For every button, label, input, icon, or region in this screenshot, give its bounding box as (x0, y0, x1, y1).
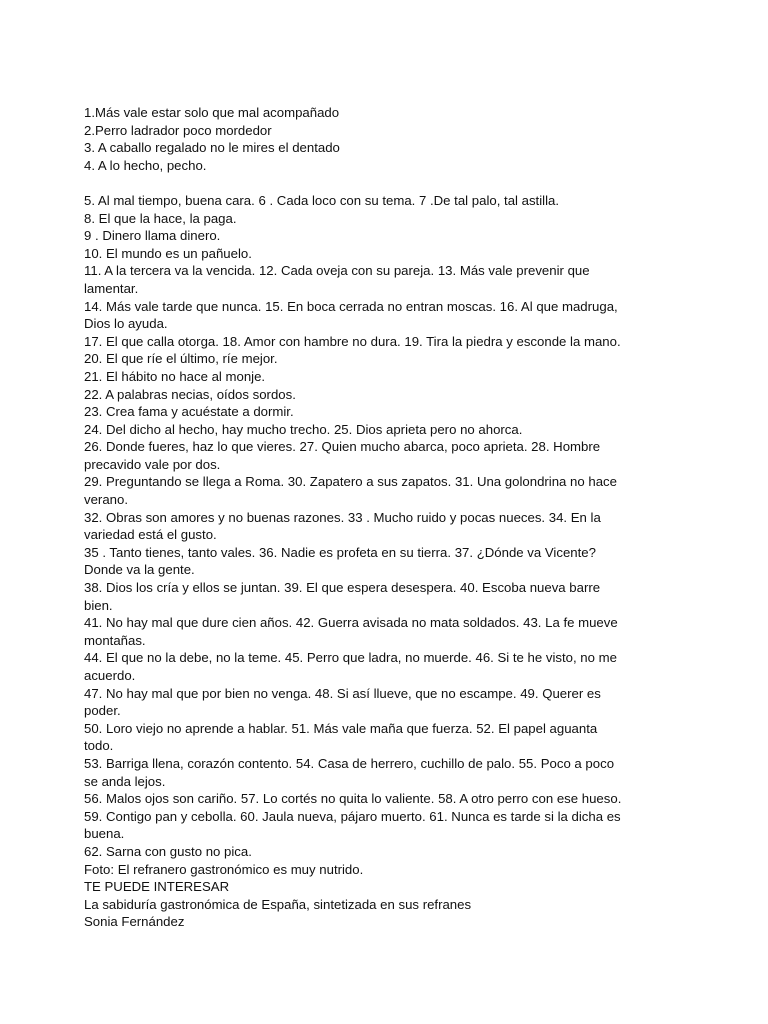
proverb-paragraph: 10. El mundo es un pañuelo. (84, 245, 252, 261)
proverb-paragraph: 14. Más vale tarde que nunca. 15. En boca cerrada no entran moscas. 16. Al que madruga, Dios lo ayuda. (84, 298, 618, 332)
proverb-paragraph: 41. No hay mal que dure cien años. 42. Guerra avisada no mata soldados. 43. La fe mueve montañas. (84, 615, 618, 648)
proverb-paragraph: 29. Preguntando se llega a Roma. 30. Zapatero a sus zapatos. 31. Una golondrina no hace verano. (84, 474, 617, 508)
proverb-paragraph: 11. A la tercera va la vencida. 12. Cada oveja con su pareja. 13. Más vale prevenir que lamentar. (84, 263, 590, 296)
proverb-paragraph: 17. El que calla otorga. 18. Amor con hambre no dura. 19. Tira la piedra y esconde la mano. (84, 333, 621, 349)
proverb-paragraph: 20. El que ríe el último, ríe mejor. (84, 351, 278, 367)
proverb-list (84, 192, 624, 861)
related-label: TE PUEDE INTERESAR (84, 879, 230, 895)
proverb-paragraph: 32. Obras son amores y no buenas razones. 33 . Mucho ruido y pocas nueces. 34. En la variedad está el gusto. (84, 509, 601, 543)
proverb-paragraph: 9 . Dinero llama dinero. (84, 228, 221, 244)
proverb-paragraph: 47. No hay mal que por bien no venga. 48. Si así llueve, que no escampe. 49. Querer es poder. (84, 685, 601, 719)
proverb-paragraph: 23. Crea fama y acuéstate a dormir. (84, 404, 294, 420)
document-body (84, 104, 624, 931)
photo-caption: Foto: El refranero gastronómico es muy nutrido. (84, 861, 364, 877)
proverb-paragraph: 5. Al mal tiempo, buena cara. 6 . Cada loco con su tema. 7 .De tal palo, tal astilla. (84, 192, 560, 208)
intro-line: 2.Perro ladrador poco mordedor (84, 122, 272, 138)
proverb-paragraph: 56. Malos ojos son cariño. 57. Lo cortés no quita lo valiente. 58. A otro perro con ese hueso. (84, 791, 622, 807)
proverb-paragraph: 35 . Tanto tienes, tanto vales. 36. Nadie es profeta en su tierra. 37. ¿Dónde va Vicente? Donde va la gente. (84, 544, 596, 578)
proverb-paragraph: 21. El hábito no hace al monje. (84, 368, 266, 384)
intro-line: 3. A caballo regalado no le mires el dentado (84, 140, 340, 156)
proverb-paragraph: 53. Barriga llena, corazón contento. 54. Casa de herrero, cuchillo de palo. 55. Poco a poco se anda lejos. (84, 755, 615, 789)
related-article-author: Sonia Fernández (84, 914, 185, 930)
proverb-paragraph: 62. Sarna con gusto no pica. (84, 843, 252, 859)
spacer (84, 174, 624, 192)
proverb-paragraph: 22. A palabras necias, oídos sordos. (84, 386, 296, 402)
intro-line: 4. A lo hecho, pecho. (84, 157, 207, 173)
related-article-title[interactable]: La sabiduría gastronómica de España, sintetizada en sus refranes (84, 896, 472, 912)
proverb-paragraph: 59. Contigo pan y cebolla. 60. Jaula nueva, pájaro muerto. 61. Nunca es tarde si la dicha es buena. (84, 808, 621, 842)
proverb-paragraph: 44. El que no la debe, no la teme. 45. Perro que ladra, no muerde. 46. Si te he visto, no me acuerdo. (84, 650, 617, 683)
proverb-paragraph: 38. Dios los cría y ellos se juntan. 39. El que espera desespera. 40. Escoba nueva barre bien. (84, 580, 601, 613)
intro-line: 1.Más vale estar solo que mal acompañado (84, 105, 340, 120)
proverb-paragraph: 8. El que la hace, la paga. (84, 210, 237, 226)
proverb-paragraph: 50. Loro viejo no aprende a hablar. 51. Más vale maña que fuerza. 52. El papel aguanta todo. (84, 720, 598, 754)
proverb-paragraph: 26. Donde fueres, haz lo que vieres. 27. Quien mucho abarca, poco aprieta. 28. Hombre precavido vale por dos. (84, 439, 601, 472)
intro-list (84, 104, 624, 174)
proverb-paragraph: 24. Del dicho al hecho, hay mucho trecho. 25. Dios aprieta pero no ahorca. (84, 421, 523, 437)
